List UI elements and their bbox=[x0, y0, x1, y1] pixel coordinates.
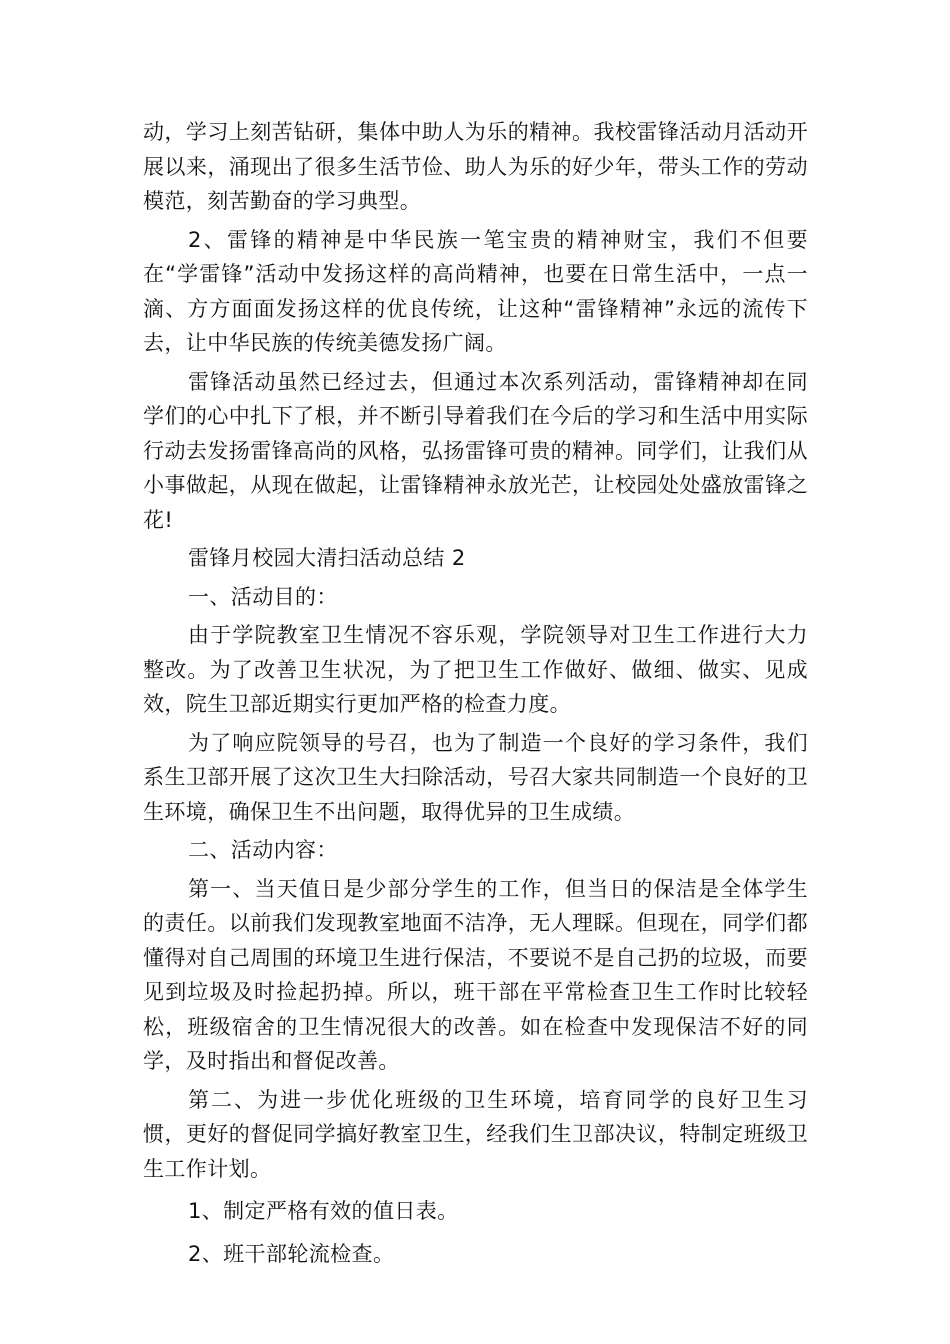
paragraph-conclusion: 雷锋活动虽然已经过去，但通过本次系列活动，雷锋精神却在同学们的心中扎下了根，并不断引导着我们在今后的学习和生活中用实际行动去发扬雷锋高尚的风格，弘扬雷锋可贵的精神。同学们，让我们从小事做起，从现在做起，让雷锋精神永放光芒，让校园处处盛放雷锋之花! bbox=[143, 369, 808, 532]
heading-activity-purpose: 一、活动目的： bbox=[188, 584, 338, 609]
paragraph-point-2: 2、雷锋的精神是中华民族一笔宝贵的精神财宝，我们不但要在“学雷锋”活动中发扬这样的高尚精神，也要在日常生活中，一点一滴、方方面面发扬这样的优良传统，让这种“雷锋精神”永远的流传下去，让中华民族的传统美德发扬广阔。 bbox=[143, 227, 808, 355]
paragraph-content-first: 第一、当天值日是少部分学生的工作，但当日的保洁是全体学生的责任。以前我们发现教室地面不洁净，无人理睬。但现在，同学们都懂得对自己周围的环境卫生进行保洁，不要说不是自己扔的垃圾，而要见到垃圾及时捡起扔掉。所以，班干部在平常检查卫生工作时比较轻松，班级宿舍的卫生情况很大的改善。如在检查中发现保洁不好的同学，及时指出和督促改善。 bbox=[143, 876, 808, 1073]
paragraph-content-second: 第二、为进一步优化班级的卫生环境，培育同学的良好卫生习惯，更好的督促同学搞好教室卫生，经我们生卫部决议，特制定班级卫生工作计划。 bbox=[143, 1087, 808, 1181]
paragraph-purpose-1: 由于学院教室卫生情况不容乐观，学院领导对卫生工作进行大力整改。为了改善卫生状况，为了把卫生工作做好、做细、做实、见成效，院生卫部近期实行更加严格的检查力度。 bbox=[143, 623, 808, 716]
section-title: 雷锋月校园大清扫活动总结 2 bbox=[188, 546, 466, 570]
document-body bbox=[143, 115, 808, 1271]
heading-activity-content: 二、活动内容： bbox=[188, 838, 338, 862]
list-item-inspection: 2、班干部轮流检查。 bbox=[188, 1241, 395, 1266]
list-item-duty-roster: 1、制定严格有效的值日表。 bbox=[188, 1199, 459, 1223]
paragraph-purpose-2: 为了响应院领导的号召，也为了制造一个良好的学习条件，我们系生卫部开展了这次卫生大扫除活动，号召大家共同制造一个良好的卫生环境，确保卫生不出问题，取得优异的卫生成绩。 bbox=[143, 730, 808, 824]
paragraph-continuation: 动，学习上刻苦钻研，集体中助人为乐的精神。我校雷锋活动月活动开展以来，涌现出了很多生活节俭、助人为乐的好少年，带头工作的劳动模范，刻苦勤奋的学习典型。 bbox=[143, 120, 808, 213]
